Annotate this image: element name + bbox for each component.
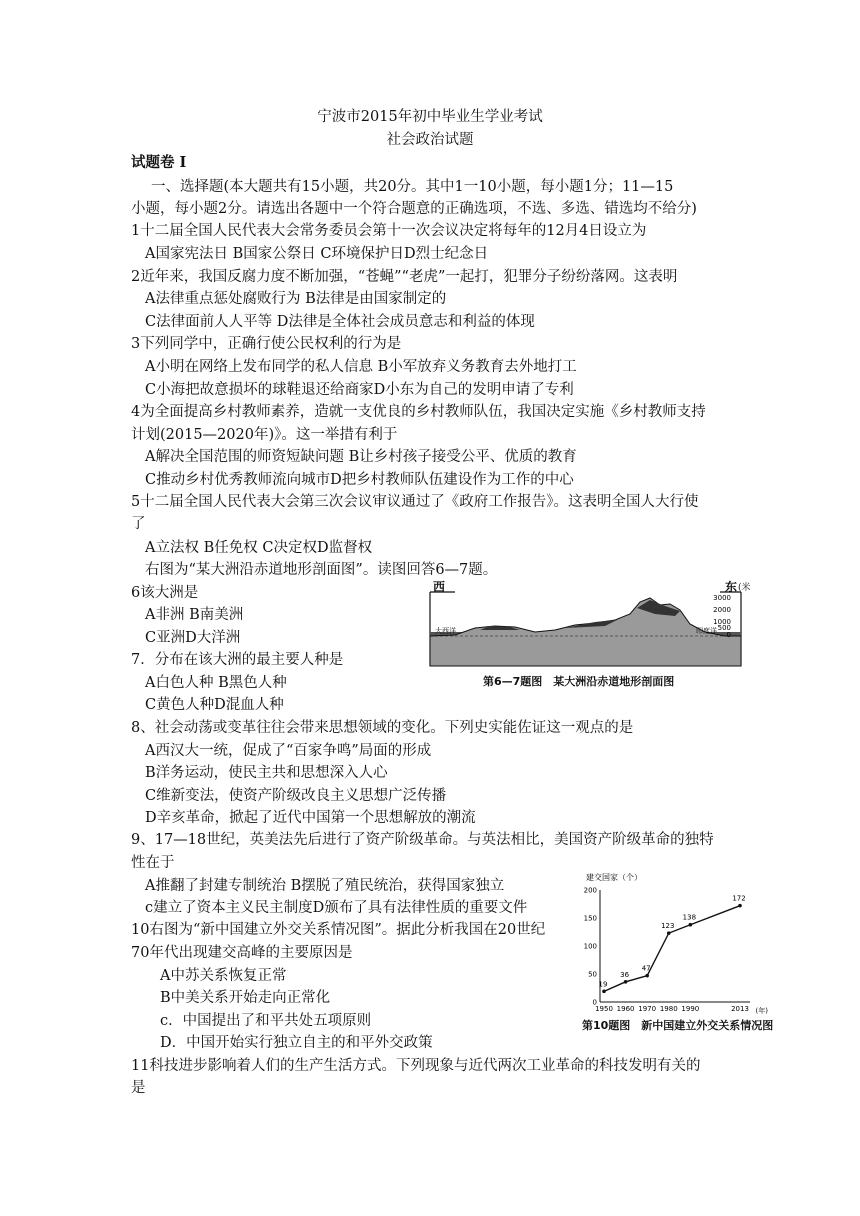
data-point [689,923,693,927]
q10-stem-1: 10右图为“新中国建立外交关系情况图”。据此分析我国在20世纪 [131,922,546,938]
x-tick-label: 1970 [638,1005,657,1013]
data-point [645,974,649,978]
q6-7-intro: 右图为“某大洲沿赤道地形剖面图”。读图回答6—7题。 [145,562,498,578]
intro-line-2: 小题，每小题2分。请选出各题中一个符合题意的正确选项，不选、多选、错选均不给分) [131,201,697,217]
q3-options-cd: C小海把故意损坏的球鞋退还给商家D小东为自己的发明申请了专利 [145,382,574,398]
elevation-tick-2000: 2000 [713,606,731,614]
q6-options-ab: A非洲 B南美洲 [145,607,244,623]
q3-stem: 3下列同学中，正确行使公民权利的行为是 [131,336,402,352]
q10-option-b: B中美关系开始走向正常化 [160,990,331,1006]
q8-stem: 8、社会动荡或变革往往会带来思想领域的变化。下列史实能佐证这一观点的是 [131,720,634,736]
q1-stem: 1十二届全国人民代表大会常务委员会第十一次会议决定将每年的12月4日设立为 [131,223,647,239]
q10-option-c: c．中国提出了和平共处五项原则 [160,1013,372,1029]
y-tick-label: 50 [588,970,597,979]
x-tick-label: 1980 [659,1005,678,1013]
data-label: 36 [620,970,630,979]
y-tick-label: 200 [583,886,597,895]
q1-options: A国家宪法日 B国家公祭日 C环境保护日D烈士纪念日 [145,246,489,262]
chart-ylabel: 建交国家（个） [586,873,642,882]
right-sea-label: 印度洋 [696,627,717,635]
data-label: 47 [641,964,651,973]
unit-label: (米 [738,583,751,593]
q10-stem-2: 70年代出现建交高峰的主要原因是 [131,945,353,961]
data-label: 123 [661,922,675,931]
q4-stem-1: 4为全面提高乡村教师素养，造就一支优良的乡村教师队伍，我国决定实施《乡村教师支持 [131,404,706,420]
diplomacy-chart-figure [580,872,774,1040]
q9-stem-1: 9、17—18世纪，英美法先后进行了资产阶级革命。与英法相比，美国资产阶级革命的独特 [131,832,714,848]
q5-stem-1: 5十二届全国人民代表大会第三次会议审议通过了《政府工作报告》。这表明全国人大行使 [131,494,699,510]
terrain-profile-figure [425,580,755,692]
terrain-profile-graphic [425,580,755,670]
q4-stem-2: 计划(2015—2020年)》。这一举措有利于 [131,427,398,443]
exam-title: 宁波市2015年初中毕业生学业考试 [317,109,543,125]
q8-option-b: B洋务运动，使民主共和思想深入人心 [145,765,388,781]
q9-options-ab: A推翻了封建专制统治 B摆脱了殖民统治，获得国家独立 [145,878,505,894]
q8-option-a: A西汉大一统，促成了“百家争鸣”局面的形成 [145,743,432,759]
q7-stem: 7．分布在该大洲的最主要人种是 [131,652,344,668]
q4-options-cd: C推动乡村优秀教师流向城市D把乡村教师队伍建设作为工作的中心 [145,472,574,488]
section-heading: 试题卷 Ⅰ [131,154,187,171]
elevation-tick-1000: 1000 [713,618,731,626]
data-label: 19 [598,980,608,989]
terrain-profile-caption: 第6—7题图 某大洲沿赤道地形剖面图 [483,675,675,688]
data-point [738,904,742,908]
diplomacy-line-chart [580,872,770,1014]
elevation-tick-500: 500 [717,624,731,632]
q9-options-cd: c建立了资本主义民主制度D颁布了具有法律性质的重要文件 [145,900,528,916]
east-label: 东 [725,580,738,594]
intro-line-1: 一、选择题(本大题共有15小题，共20分。其中1一10小题，每小题1分；11—15 [151,179,674,195]
exam-subtitle: 社会政治试题 [386,132,474,148]
q6-options-cd: C亚洲D大洋洲 [145,630,241,646]
q5-stem-2: 了 [131,516,146,532]
data-point [667,931,671,935]
q3-options-ab: A小明在网络上发布同学的私人信息 B小军放弃义务教育去外地打工 [145,359,577,375]
x-tick-label: 2013 [731,1005,749,1013]
x-tick-label: 1960 [616,1005,635,1013]
q7-options-ab: A白色人种 B黑色人种 [145,675,287,691]
y-tick-label: 100 [583,942,597,951]
q11-stem-1: 11科技进步影响着人们的生产生活方式。下列现象与近代两次工业革命的科技发明有关的 [131,1058,701,1074]
q10-option-a: A中苏关系恢复正常 [160,968,287,984]
data-point [624,980,628,984]
q2-stem: 2近年来，我国反腐力度不断加强，“苍蝇”“老虎”一起打，犯罪分子纷纷落网。这表明 [131,269,678,285]
y-tick-label: 150 [583,914,597,923]
q10-option-d: D．中国开始实行独立自主的和平外交政策 [160,1035,433,1051]
q9-stem-2: 性在于 [131,855,175,871]
q4-options-ab: A解决全国范围的师资短缺问题 B让乡村孩子接受公平、优质的教育 [145,449,577,465]
q5-options: A立法权 B任免权 C决定权D监督权 [145,540,373,556]
q11-stem-2: 是 [131,1080,146,1096]
q6-stem: 6该大洲是 [131,585,199,601]
diplomacy-chart-caption: 第10题图 新中国建立外交关系情况图 [582,1019,774,1032]
q2-options-cd: C法律面前人人平等 D法律是全体社会成员意志和利益的体现 [145,314,535,330]
x-tick-label: 1950 [595,1005,613,1013]
x-tick-label: 1990 [681,1005,700,1013]
left-sea-label: 大西洋 [435,627,456,635]
data-label: 172 [732,894,746,903]
elevation-tick-0: 0 [726,631,731,639]
y-tick-label: 0 [592,998,597,1007]
elevation-tick-3000: 3000 [713,594,731,602]
chart-xlabel: (年) [755,1007,768,1014]
q2-options-ab: A法律重点惩处腐败行为 B法律是由国家制定的 [145,291,447,307]
data-label: 138 [682,913,697,922]
data-point [602,990,606,994]
q7-options-cd: C黄色人种D混血人种 [145,697,284,713]
q8-option-c: C维新变法，使资产阶级改良主义思想广泛传播 [145,788,447,804]
q8-option-d: D辛亥革命，掀起了近代中国第一个思想解放的潮流 [145,810,476,826]
west-label: 西 [433,580,446,594]
